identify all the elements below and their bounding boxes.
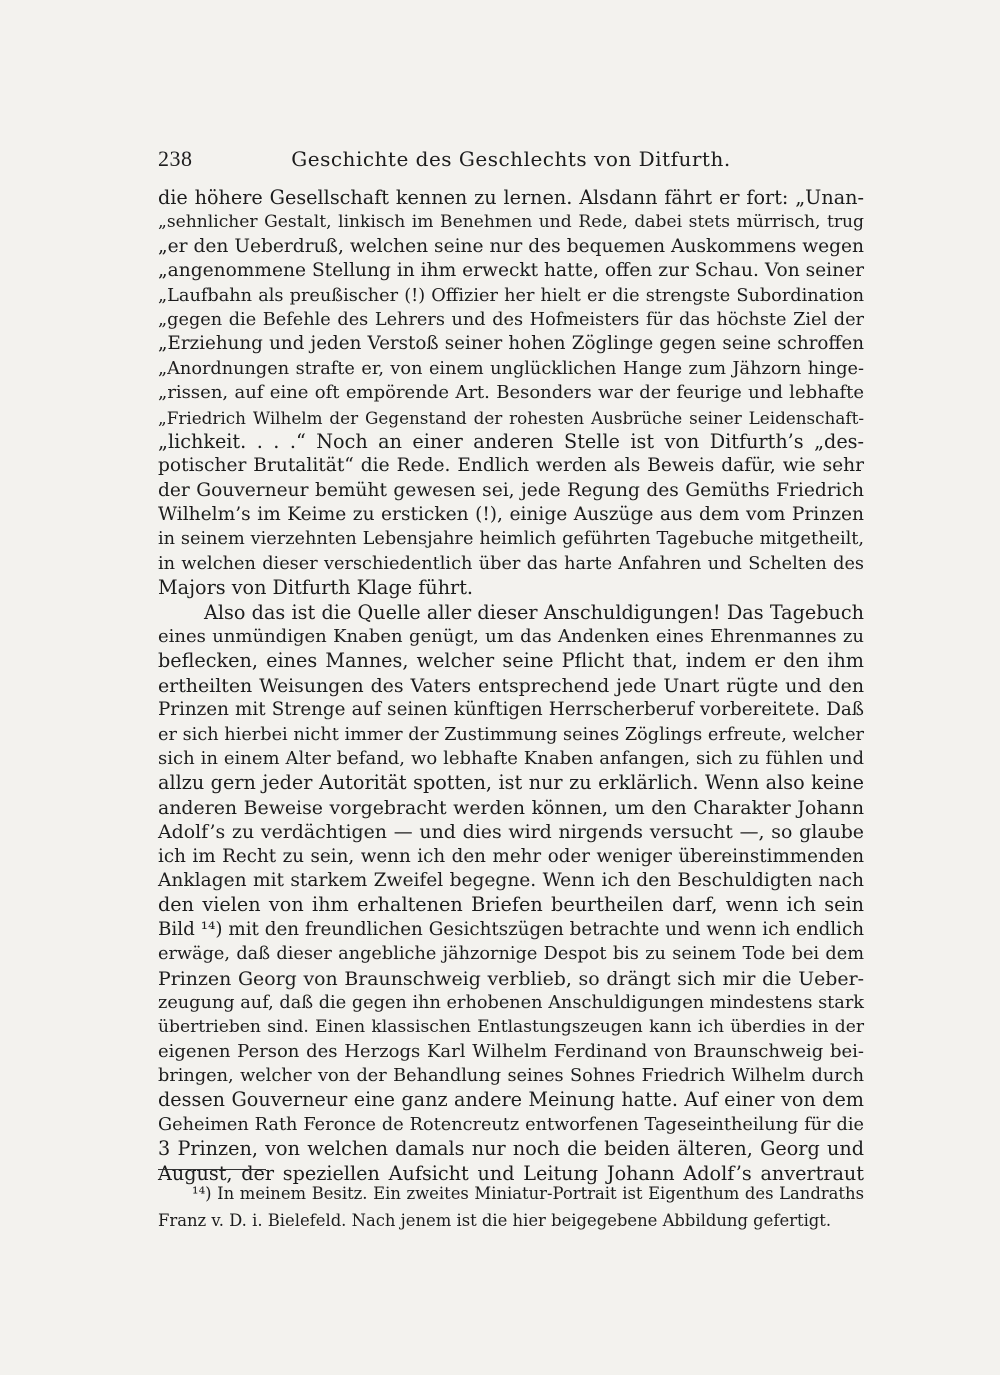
text-line: sich in einem Alter befand, wo lebhafte Knaben anfangen, sich zu fühlen und <box>158 747 864 769</box>
text-line: in seinem vierzehnten Lebensjahre heimlich geführten Tagebuche mitgetheilt, <box>158 529 864 550</box>
text-line: Geheimen Rath Feronce de Rotencreutz entworfenen Tageseintheilung für die <box>158 1114 864 1135</box>
text-line: den vielen von ihm erhaltenen Briefen beurtheilen darf, wenn ich sein <box>158 893 864 917</box>
text-line: eigenen Person des Herzogs Karl Wilhelm Ferdinand von Braunschweig bei- <box>158 1040 864 1062</box>
text-line: zeugung auf, daß die gegen ihn erhobenen Anschuldigungen mindestens stark <box>158 992 864 1013</box>
paragraph-end-line: Majors von Ditfurth Klage führt. <box>158 576 474 600</box>
text-line: der Gouverneur bemüht gewesen sei, jede Regung des Gemüths Friedrich <box>158 479 864 501</box>
text-line: Anklagen mit starkem Zweifel begegne. Wenn ich den Beschuldigten nach <box>158 869 864 891</box>
text-line: „lichkeit. . . .“ Noch an einer anderen Stelle ist von Ditfurth’s „des- <box>158 429 864 453</box>
text-line: „angenommene Stellung in ihm erweckt hatte, offen zur Schau. Von seiner <box>158 260 864 282</box>
text-line: „Laufbahn als preußischer (!) Offizier her hielt er die strengste Subordination <box>158 285 864 306</box>
footnote-line: ¹⁴) In meinem Besitz. Ein zweites Miniatur-Portrait ist Eigenthum des Landraths <box>192 1184 864 1203</box>
text-line: potischer Brutalität“ die Rede. Endlich werden als Beweis dafür, wie sehr <box>158 455 864 477</box>
text-line: beflecken, eines Mannes, welcher seine Pflicht that, indem er den ihm <box>158 649 864 673</box>
text-line: die höhere Gesellschaft kennen zu lernen. Alsdann fährt er fort: „Unan- <box>158 186 864 209</box>
text-line: er sich hierbei nicht immer der Zustimmung seines Zöglings erfreute, welcher <box>158 724 864 745</box>
text-line: „Erziehung und jeden Verstoß seiner hohen Zöglinge gegen seine schroffen <box>158 333 864 355</box>
footnote-divider <box>158 1169 266 1170</box>
text-line: „rissen, auf eine oft empörende Art. Besonders war der feurige und lebhafte <box>158 382 864 404</box>
text-line: dessen Gouverneur eine ganz andere Meinung hatte. Auf einer von dem <box>158 1088 864 1112</box>
page-header <box>158 146 864 176</box>
text-line: „sehnlicher Gestalt, linkisch im Benehmen und Rede, dabei stets mürrisch, trug <box>158 212 864 233</box>
text-line: übertrieben sind. Einen klassischen Entlastungszeugen kann ich überdies in der <box>158 1017 864 1038</box>
text-line: eines unmündigen Knaben genügt, um das Andenken eines Ehrenmannes zu <box>158 626 864 648</box>
page-number: 238 <box>158 146 193 171</box>
footnotes <box>158 1180 864 1234</box>
body-text <box>158 186 864 1186</box>
text-line: „gegen die Befehle des Lehrers und des Hofmeisters für das höchste Ziel der <box>158 309 864 330</box>
text-line: bringen, welcher von der Behandlung seines Sohnes Friedrich Wilhelm durch <box>158 1066 864 1087</box>
text-line: „Anordnungen strafte er, von einem unglücklichen Hange zum Jähzorn hinge- <box>158 358 864 379</box>
text-line: ich im Recht zu sein, wenn ich den mehr oder weniger übereinstimmenden <box>158 845 864 867</box>
paragraph-start-line: Also das ist die Quelle aller dieser Anschuldigungen! Das Tagebuch <box>204 600 864 624</box>
text-line: August, der speziellen Aufsicht und Leitung Johann Adolf’s anvertraut <box>158 1161 864 1185</box>
text-line: 3 Prinzen, von welchen damals nur noch die beiden älteren, Georg und <box>158 1137 864 1161</box>
text-line: allzu gern jeder Autorität spotten, ist nur zu erklärlich. Wenn also keine <box>158 771 864 795</box>
footnote-line: Franz v. D. i. Bielefeld. Nach jenem ist die hier beigegebene Abbildung gefertigt. <box>158 1211 832 1230</box>
text-line: „Friedrich Wilhelm der Gegenstand der rohesten Ausbrüche seiner Leidenschaft- <box>158 407 864 428</box>
text-line: Bild ¹⁴) mit den freundlichen Gesichtszügen betrachte und wenn ich endlich <box>158 918 864 940</box>
text-line: in welchen dieser verschiedentlich über das harte Anfahren und Schelten des <box>158 553 864 574</box>
text-line: anderen Beweise vorgebracht werden können, um den Charakter Johann <box>158 796 864 819</box>
text-line: Prinzen Georg von Braunschweig verblieb, so drängt sich mir die Ueber- <box>158 967 864 990</box>
running-title: Geschichte des Geschlechts von Ditfurth. <box>291 147 731 171</box>
text-line: ertheilten Weisungen des Vaters entsprechend jede Unart rügte und den <box>158 674 864 697</box>
text-line: Prinzen mit Strenge auf seinen künftigen Herrscherberuf vorbereitete. Daß <box>158 699 864 721</box>
text-line: erwäge, daß dieser angebliche jähzornige Despot bis zu seinem Tode bei dem <box>158 944 864 965</box>
text-line: Adolf’s zu verdächtigen — und dies wird nirgends versucht —, so glaube <box>158 821 864 844</box>
text-line: Wilhelm’s im Keime zu ersticken (!), einige Auszüge aus dem vom Prinzen <box>158 504 864 526</box>
text-line: „er den Ueberdruß, welchen seine nur des bequemen Auskommens wegen <box>158 235 864 257</box>
